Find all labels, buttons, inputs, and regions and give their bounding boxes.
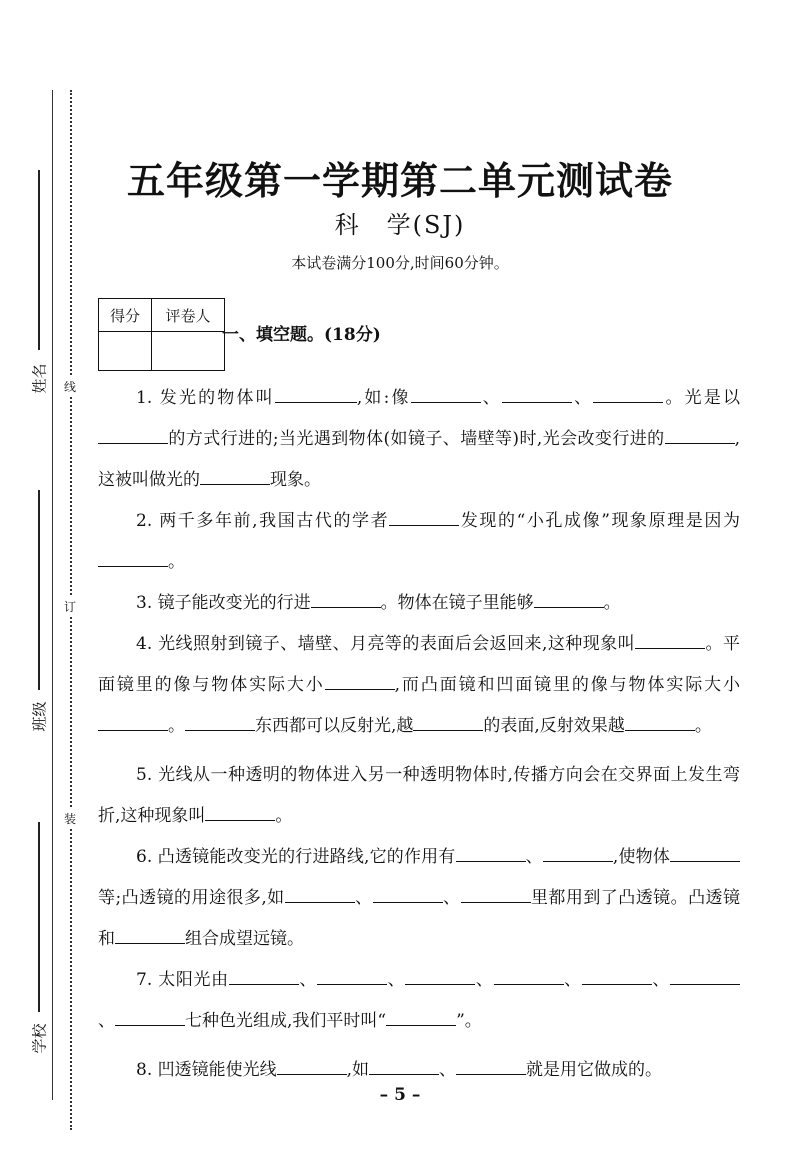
q4-blank-3[interactable] <box>98 729 168 731</box>
q3-text-c: 。 <box>603 593 621 613</box>
section-title: 一、填空题。(18分) <box>222 325 381 345</box>
score-box <box>98 298 225 371</box>
q7-text-b: 、 <box>298 970 317 990</box>
q6-text-a: 6. 凸透镜能改变光的行进路线,它的作用有 <box>136 847 456 867</box>
question-5 <box>98 755 740 837</box>
q6-blank-3[interactable] <box>670 860 740 862</box>
q2-blank-2[interactable] <box>98 565 168 567</box>
q7-text-e: 、 <box>563 970 582 990</box>
name-label: 姓名 <box>30 363 49 394</box>
q4-text-b: 。平面镜里的像与物体实际大小 <box>98 634 740 695</box>
q7-text-d: 、 <box>475 970 494 990</box>
score-header: 得分 <box>99 299 152 332</box>
q1-text-a: 1. 发光的物体叫 <box>136 388 275 408</box>
q7-blank-2[interactable] <box>317 983 387 985</box>
q6-blank-1[interactable] <box>456 860 526 862</box>
q7-blank-6[interactable] <box>670 983 740 985</box>
q4-blank-2[interactable] <box>325 688 395 690</box>
q4-text-c: ,而凸面镜和凹面镜里的像与物体实际大小 <box>394 675 741 695</box>
q6-blank-5[interactable] <box>373 901 443 903</box>
school-fill-line[interactable] <box>38 822 40 1012</box>
q7-blank-3[interactable] <box>405 983 475 985</box>
q8-blank-2[interactable] <box>369 1073 439 1075</box>
fold-char-ding: 订 <box>64 596 76 617</box>
q7-blank-7[interactable] <box>115 1024 185 1026</box>
q5-text-b: 。 <box>275 806 293 826</box>
q1-blank-2[interactable] <box>411 401 481 403</box>
q7-text-h: 七种色光组成,我们平时叫“ <box>185 1011 387 1031</box>
q6-text-f: 、 <box>442 888 461 908</box>
q2-text-b: 发现的“小孔成像”现象原理是因为 <box>459 511 740 531</box>
grader-cell[interactable] <box>152 332 225 371</box>
q8-blank-3[interactable] <box>456 1073 526 1075</box>
q2-text-a: 2. 两千多年前,我国古代的学者 <box>136 511 390 531</box>
q1-text-d: 、 <box>571 388 594 408</box>
q6-text-b: 、 <box>525 847 543 867</box>
q4-text-d: 。 <box>168 716 185 736</box>
q6-text-e: 、 <box>354 888 373 908</box>
q3-blank-2[interactable] <box>534 606 604 608</box>
q4-text-f: 的表面,反射效果越 <box>483 716 625 736</box>
q7-text-f: 、 <box>651 970 670 990</box>
fold-char-zhuang: 装 <box>64 808 76 829</box>
q4-blank-4[interactable] <box>185 729 255 731</box>
class-label: 班级 <box>30 701 49 732</box>
q1-text-h: 现象。 <box>270 470 321 490</box>
score-cell[interactable] <box>99 332 152 371</box>
q6-text-g: 里都用到了凸透镜。凸透镜和 <box>98 888 741 949</box>
q4-text-g: 。 <box>694 716 712 736</box>
question-1 <box>98 378 740 501</box>
q5-blank-1[interactable] <box>205 819 275 821</box>
exam-notice: 本试卷满分100分,时间60分钟。 <box>291 254 509 272</box>
q1-blank-4[interactable] <box>593 401 663 403</box>
page-number: – 5 – <box>379 1085 421 1105</box>
q1-text-c: 、 <box>480 388 502 408</box>
q7-text-g: 、 <box>98 1011 115 1031</box>
q6-text-h: 组合成望远镜。 <box>185 929 304 949</box>
q7-blank-8[interactable] <box>386 1024 456 1026</box>
q5-text-a: 5. 光线从一种透明的物体进入另一种透明物体时,传播方向会在交界面上发生弯折,这种现象叫 <box>98 765 740 826</box>
q4-blank-6[interactable] <box>625 729 695 731</box>
q4-text-e: 东西都可以反射光,越 <box>255 716 414 736</box>
exam-subtitle: 科 学(SJ) <box>334 211 466 239</box>
q7-blank-1[interactable] <box>229 983 299 985</box>
q8-text-d: 就是用它做成的。 <box>526 1060 663 1080</box>
q7-text-c: 、 <box>387 970 406 990</box>
q6-blank-2[interactable] <box>543 860 613 862</box>
class-fill-line[interactable] <box>38 490 40 690</box>
q6-text-d: 等;凸透镜的用途很多,如 <box>98 888 285 908</box>
q8-blank-1[interactable] <box>277 1073 347 1075</box>
q4-blank-1[interactable] <box>635 647 705 649</box>
exam-title: 五年级第一学期第二单元测试卷 <box>126 158 673 203</box>
question-4 <box>98 624 740 747</box>
q6-blank-6[interactable] <box>461 901 531 903</box>
q2-text-c: 。 <box>168 552 185 572</box>
q1-blank-6[interactable] <box>665 442 735 444</box>
q1-blank-5[interactable] <box>98 442 168 444</box>
q1-text-b: ,如:像 <box>356 388 411 408</box>
grader-header: 评卷人 <box>152 299 225 332</box>
question-6 <box>98 837 740 960</box>
binding-solid-line <box>52 90 53 1100</box>
question-7 <box>98 960 740 1042</box>
fold-char-xian: 线 <box>64 376 76 397</box>
question-2 <box>98 501 740 583</box>
q8-text-a: 8. 凹透镜能使光线 <box>136 1060 277 1080</box>
q4-text-a: 4. 光线照射到镜子、墙壁、月亮等的表面后会返回来,这种现象叫 <box>136 634 636 654</box>
q8-text-b: ,如 <box>346 1060 370 1080</box>
q6-text-c: ,使物体 <box>612 847 671 867</box>
q7-blank-5[interactable] <box>582 983 652 985</box>
q7-blank-4[interactable] <box>494 983 564 985</box>
q3-text-a: 3. 镜子能改变光的行进 <box>136 593 311 613</box>
q3-text-b: 。物体在镜子里能够 <box>380 593 534 613</box>
q2-blank-1[interactable] <box>389 524 459 526</box>
q6-blank-7[interactable] <box>115 942 185 944</box>
question-3 <box>98 583 740 624</box>
q1-blank-3[interactable] <box>502 401 572 403</box>
q1-blank-7[interactable] <box>200 483 270 485</box>
q8-text-c: 、 <box>439 1060 457 1080</box>
q6-blank-4[interactable] <box>285 901 355 903</box>
q1-text-f: 的方式行进的;当光遇到物体(如镜子、墙壁等)时,光会改变行进的 <box>168 429 665 449</box>
q1-text-g: ,这被叫做光的 <box>98 429 740 490</box>
q1-text-e: 。光是以 <box>663 388 741 408</box>
q4-blank-5[interactable] <box>413 729 483 731</box>
q1-blank-1[interactable] <box>275 401 357 403</box>
q3-blank-1[interactable] <box>311 606 381 608</box>
q7-text-a: 7. 太阳光由 <box>136 970 229 990</box>
question-list <box>98 378 740 1091</box>
q7-text-i: ”。 <box>456 1011 482 1031</box>
school-label: 学校 <box>30 1023 49 1054</box>
